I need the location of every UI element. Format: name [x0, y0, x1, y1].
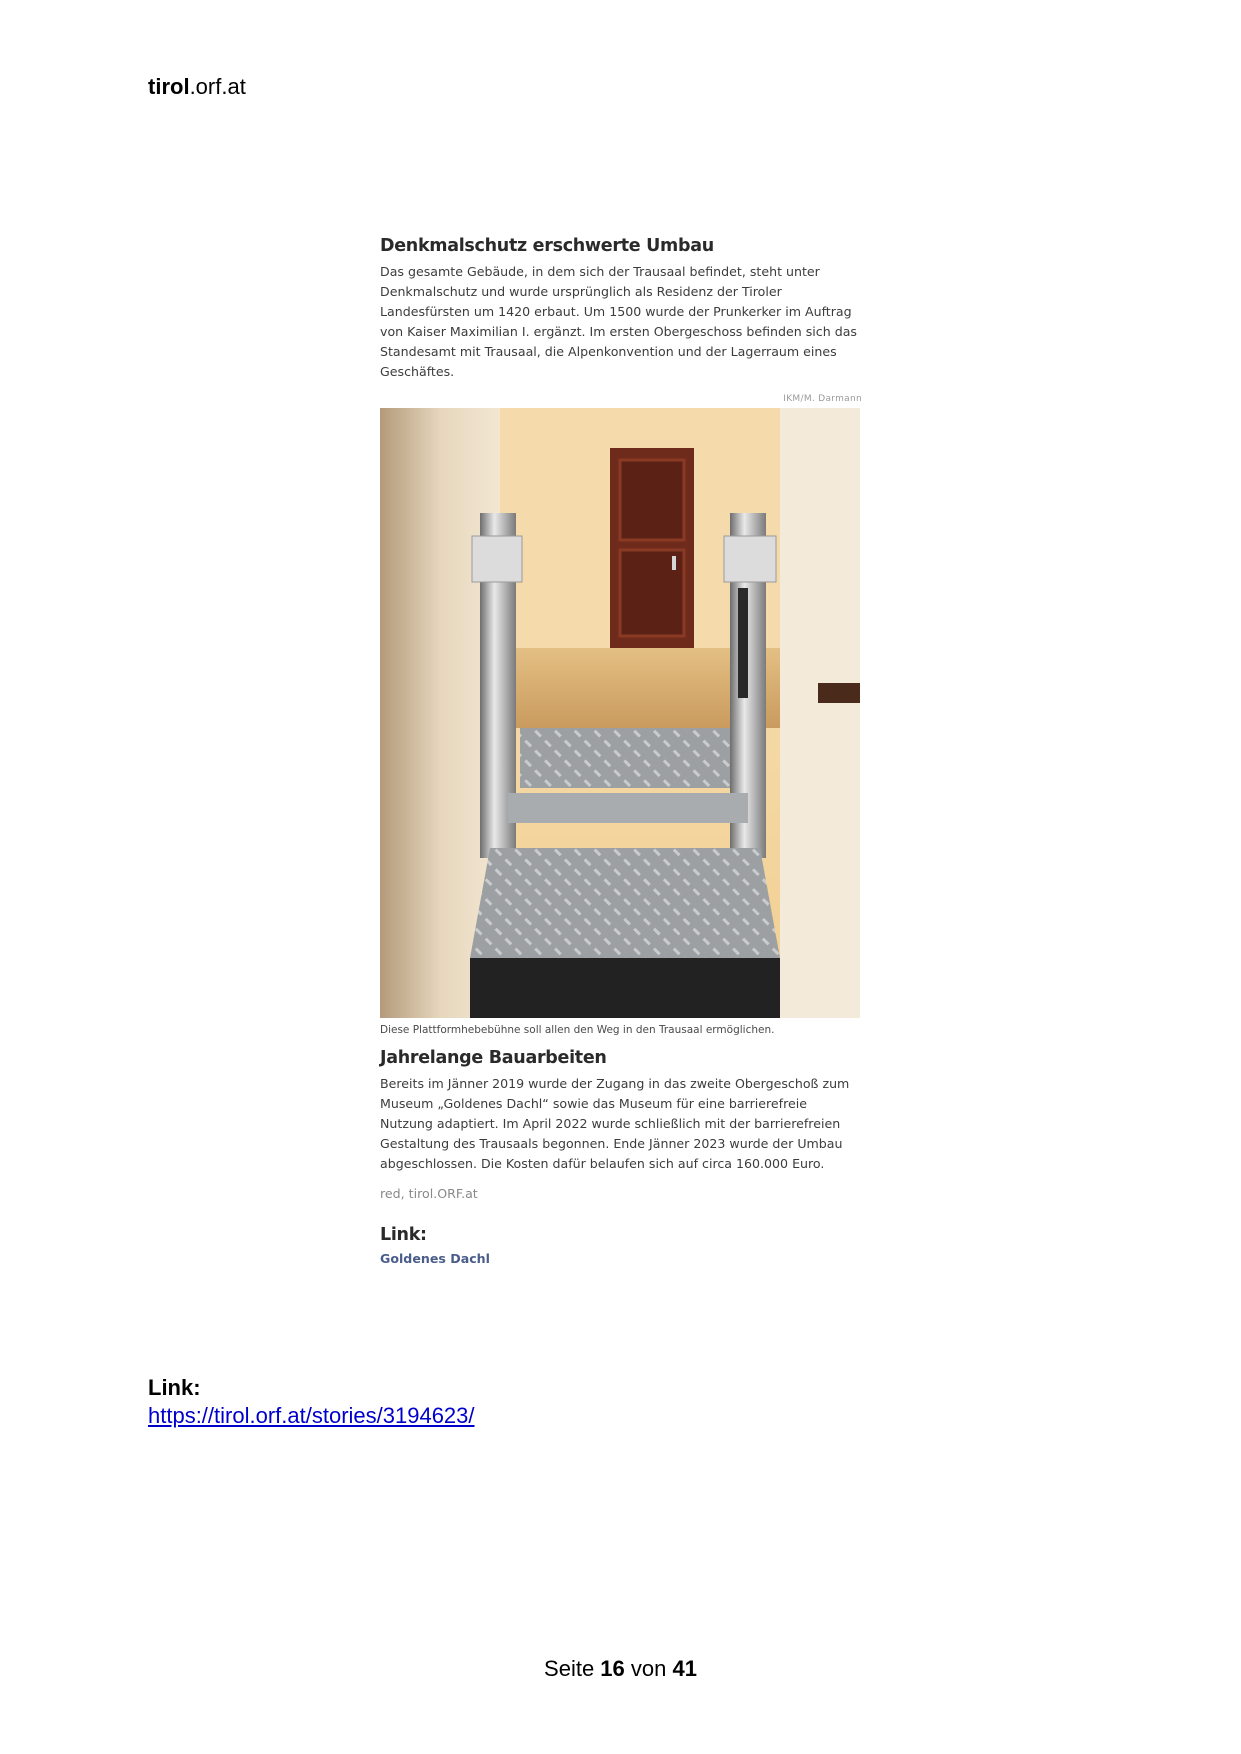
paragraph: Bereits im Jänner 2019 wurde der Zugang in das zweite Obergeschoß zum Museum „Goldenes Dachl“ sowie das Museum für eine barrierefreie Nutzung adaptiert. Im April 2022 wurde schließlich mit der barrierefreien Gestaltung des Trausaals begonnen. Ende Jänner 2023 wurde der Umbau abgeschlossen. Die Kosten dafür belaufen sich auf circa 160.000 Euro. — [380, 1076, 850, 1171]
document-link-block — [148, 1374, 475, 1430]
current-page-number: 16 — [600, 1656, 625, 1681]
paragraph: Das gesamte Gebäude, in dem sich der Trausaal befindet, steht unter Denkmalschutz und wurde ursprünglich als Residenz der Tiroler Landesfürsten um 1420 erbaut. Um 1500 wurde der Prunkerker im Auftrag von Kaiser Maximilian I. ergänzt. Im ersten Obergeschoss befinden sich das Standesamt mit Trausaal, die Alpenkonvention und der Lagerraum eines Geschäftes. — [380, 264, 857, 379]
document-header — [148, 74, 246, 100]
total-page-count: 41 — [672, 1656, 697, 1681]
section-heading: Denkmalschutz erschwerte Umbau — [380, 236, 714, 256]
footer-prefix: Seite — [544, 1656, 601, 1681]
brand-bold: tirol — [148, 74, 190, 99]
link-label: Link: — [148, 1375, 201, 1400]
article-screenshot — [380, 236, 862, 1267]
goldenes-dachl-link[interactable]: Goldenes Dachl — [380, 1251, 490, 1266]
story-url-link[interactable]: https://tirol.orf.at/stories/3194623/ — [148, 1403, 475, 1428]
platform-lift-photo — [380, 408, 860, 1018]
footer-middle: von — [624, 1656, 673, 1681]
article-source: red, tirol.ORF.at — [380, 1186, 478, 1201]
link-heading: Link: — [380, 1225, 427, 1245]
photo-credit: IKM/M. Darmann — [783, 394, 862, 404]
brand-rest: .orf.at — [189, 74, 246, 99]
page-footer — [0, 1656, 1241, 1682]
photo-caption: Diese Plattformhebebühne soll allen den Weg in den Trausaal ermöglichen. — [380, 1024, 775, 1036]
section-heading: Jahrelange Bauarbeiten — [380, 1048, 607, 1068]
